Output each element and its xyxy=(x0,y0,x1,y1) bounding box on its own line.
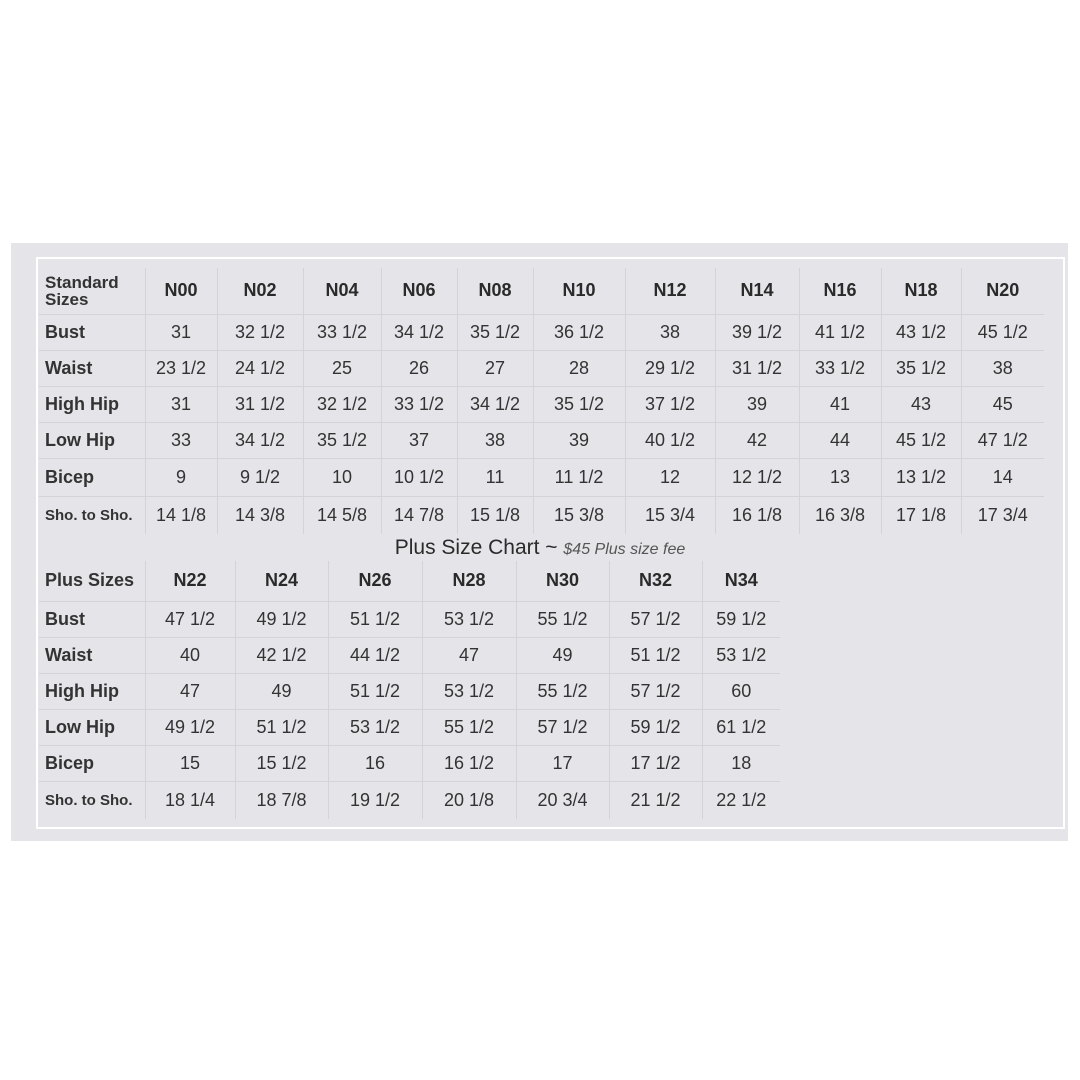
table-cell: 39 xyxy=(533,422,625,458)
table-cell: 15 1/2 xyxy=(235,745,328,781)
size-header-n22: N22 xyxy=(145,561,235,601)
table-cell: 43 xyxy=(881,386,961,422)
table-cell: 38 xyxy=(457,422,533,458)
table-cell: 43 1/2 xyxy=(881,314,961,350)
table-cell: 53 1/2 xyxy=(422,673,516,709)
size-header-n14: N14 xyxy=(715,268,799,314)
size-header-n32: N32 xyxy=(609,561,702,601)
row-label: Bicep xyxy=(39,458,145,496)
table-cell: 47 1/2 xyxy=(961,422,1044,458)
table-cell: 59 1/2 xyxy=(702,601,780,637)
table-cell: 53 1/2 xyxy=(702,637,780,673)
table-cell: 33 1/2 xyxy=(381,386,457,422)
table-cell: 32 1/2 xyxy=(217,314,303,350)
row-label: Waist xyxy=(39,350,145,386)
table-cell: 60 xyxy=(702,673,780,709)
table-cell: 31 1/2 xyxy=(715,350,799,386)
table-cell: 51 1/2 xyxy=(328,601,422,637)
table-cell: 35 1/2 xyxy=(533,386,625,422)
table-row xyxy=(39,673,780,709)
table-cell: 41 1/2 xyxy=(799,314,881,350)
row-label: Low Hip xyxy=(39,709,145,745)
table-cell: 35 1/2 xyxy=(881,350,961,386)
table-cell: 47 xyxy=(145,673,235,709)
table-cell: 16 1/2 xyxy=(422,745,516,781)
table-cell: 18 7/8 xyxy=(235,781,328,819)
table-row xyxy=(39,601,780,637)
corner-label xyxy=(39,268,145,314)
row-label: Sho. to Sho. xyxy=(39,496,145,534)
table-cell: 32 1/2 xyxy=(303,386,381,422)
size-header-n20: N20 xyxy=(961,268,1044,314)
table-row xyxy=(39,386,1044,422)
table-row xyxy=(39,458,1044,496)
table-cell: 34 1/2 xyxy=(217,422,303,458)
table-cell: 38 xyxy=(625,314,715,350)
table-cell: 14 1/8 xyxy=(145,496,217,534)
row-label: Waist xyxy=(39,637,145,673)
standard-size-table xyxy=(39,268,1044,534)
table-cell: 17 xyxy=(516,745,609,781)
table-cell: 51 1/2 xyxy=(328,673,422,709)
size-header-n10: N10 xyxy=(533,268,625,314)
plus-size-fee: $45 Plus size fee xyxy=(563,541,686,558)
table-cell: 14 xyxy=(961,458,1044,496)
table-cell: 44 1/2 xyxy=(328,637,422,673)
table-cell: 51 1/2 xyxy=(609,637,702,673)
table-cell: 57 1/2 xyxy=(609,601,702,637)
table-cell: 35 1/2 xyxy=(303,422,381,458)
table-cell: 42 1/2 xyxy=(235,637,328,673)
table-header-row xyxy=(39,561,780,601)
size-header-n00: N00 xyxy=(145,268,217,314)
table-cell: 49 1/2 xyxy=(235,601,328,637)
table-cell: 9 1/2 xyxy=(217,458,303,496)
table-cell: 34 1/2 xyxy=(457,386,533,422)
table-cell: 26 xyxy=(381,350,457,386)
table-cell: 10 1/2 xyxy=(381,458,457,496)
plus-size-heading xyxy=(0,536,1080,560)
table-cell: 15 1/8 xyxy=(457,496,533,534)
table-cell: 21 1/2 xyxy=(609,781,702,819)
table-cell: 55 1/2 xyxy=(516,601,609,637)
table-cell: 31 xyxy=(145,314,217,350)
table-cell: 24 1/2 xyxy=(217,350,303,386)
table-cell: 14 7/8 xyxy=(381,496,457,534)
table-cell: 29 1/2 xyxy=(625,350,715,386)
row-label: Bust xyxy=(39,314,145,350)
table-cell: 55 1/2 xyxy=(516,673,609,709)
table-cell: 57 1/2 xyxy=(609,673,702,709)
row-label: Bust xyxy=(39,601,145,637)
size-header-n18: N18 xyxy=(881,268,961,314)
size-header-n06: N06 xyxy=(381,268,457,314)
size-header-n08: N08 xyxy=(457,268,533,314)
table-cell: 14 5/8 xyxy=(303,496,381,534)
table-cell: 61 1/2 xyxy=(702,709,780,745)
table-cell: 9 xyxy=(145,458,217,496)
table-cell: 35 1/2 xyxy=(457,314,533,350)
table-cell: 40 1/2 xyxy=(625,422,715,458)
table-cell: 23 1/2 xyxy=(145,350,217,386)
table-cell: 13 1/2 xyxy=(881,458,961,496)
table-cell: 14 3/8 xyxy=(217,496,303,534)
table-cell: 31 1/2 xyxy=(217,386,303,422)
table-cell: 53 1/2 xyxy=(328,709,422,745)
table-cell: 13 xyxy=(799,458,881,496)
size-header-n26: N26 xyxy=(328,561,422,601)
corner-label: Plus Sizes xyxy=(39,561,145,601)
plus-size-table xyxy=(39,561,780,819)
table-cell: 18 xyxy=(702,745,780,781)
table-cell: 49 xyxy=(235,673,328,709)
row-label: High Hip xyxy=(39,386,145,422)
table-row xyxy=(39,314,1044,350)
table-cell: 45 1/2 xyxy=(881,422,961,458)
table-cell: 11 xyxy=(457,458,533,496)
table-cell: 17 1/8 xyxy=(881,496,961,534)
size-header-n02: N02 xyxy=(217,268,303,314)
size-header-n04: N04 xyxy=(303,268,381,314)
table-cell: 42 xyxy=(715,422,799,458)
table-cell: 15 xyxy=(145,745,235,781)
table-cell: 22 1/2 xyxy=(716,789,767,810)
plus-size-title: Plus Size Chart xyxy=(394,536,540,559)
table-cell: 25 xyxy=(303,350,381,386)
table-cell: 45 xyxy=(961,386,1044,422)
table-cell: 16 xyxy=(328,745,422,781)
table-cell: 16 3/8 xyxy=(799,496,881,534)
table-cell: 31 xyxy=(145,386,217,422)
size-header-n24: N24 xyxy=(235,561,328,601)
row-label: Low Hip xyxy=(39,422,145,458)
table-cell: 37 xyxy=(381,422,457,458)
table-cell: 59 1/2 xyxy=(609,709,702,745)
table-row xyxy=(39,350,1044,386)
table-cell: 55 1/2 xyxy=(422,709,516,745)
table-cell: 20 3/4 xyxy=(516,781,609,819)
table-cell: 12 1/2 xyxy=(715,458,799,496)
table-cell: 33 xyxy=(145,422,217,458)
table-row xyxy=(39,422,1044,458)
size-header-n12: N12 xyxy=(625,268,715,314)
table-cell: 41 xyxy=(799,386,881,422)
table-cell: 12 xyxy=(625,458,715,496)
table-cell: 38 xyxy=(961,350,1044,386)
row-label: Bicep xyxy=(39,745,145,781)
table-cell: 47 xyxy=(422,637,516,673)
table-row xyxy=(39,745,780,781)
table-cell: 15 3/8 xyxy=(533,496,625,534)
table-cell: 39 1/2 xyxy=(715,314,799,350)
table-row xyxy=(39,637,780,673)
table-cell: 33 1/2 xyxy=(799,350,881,386)
corner-label-line1: Standard xyxy=(45,272,119,292)
table-cell: 15 3/4 xyxy=(625,496,715,534)
table-header-row xyxy=(39,268,1044,314)
row-label: High Hip xyxy=(39,673,145,709)
table-cell: 49 1/2 xyxy=(145,709,235,745)
table-cell: 17 1/2 xyxy=(609,745,702,781)
row-label: Sho. to Sho. xyxy=(39,781,145,819)
table-cell: 40 xyxy=(145,637,235,673)
table-cell: 53 1/2 xyxy=(422,601,516,637)
table-cell: 39 xyxy=(715,386,799,422)
table-cell: 33 1/2 xyxy=(303,314,381,350)
table-cell: 37 1/2 xyxy=(625,386,715,422)
size-header-n30: N30 xyxy=(516,561,609,601)
table-cell: 19 1/2 xyxy=(328,781,422,819)
table-cell: 18 1/4 xyxy=(145,781,235,819)
table-cell: 51 1/2 xyxy=(235,709,328,745)
table-cell: 57 1/2 xyxy=(516,709,609,745)
table-cell: 44 xyxy=(799,422,881,458)
table-cell: 45 1/2 xyxy=(961,314,1044,350)
corner-label-line2: Sizes xyxy=(45,289,89,309)
size-header-n16: N16 xyxy=(799,268,881,314)
table-cell: 17 3/4 xyxy=(977,504,1028,525)
table-cell: 28 xyxy=(533,350,625,386)
table-cell: 11 1/2 xyxy=(533,458,625,496)
plus-size-separator: ~ xyxy=(539,536,564,559)
table-cell: 36 1/2 xyxy=(533,314,625,350)
table-cell: 49 xyxy=(516,637,609,673)
table-cell: 20 1/8 xyxy=(422,781,516,819)
size-header-n28: N28 xyxy=(422,561,516,601)
table-row xyxy=(39,496,1044,534)
table-cell: 16 1/8 xyxy=(715,496,799,534)
table-cell: 27 xyxy=(457,350,533,386)
size-header-n34: N34 xyxy=(702,561,780,601)
table-cell: 47 1/2 xyxy=(145,601,235,637)
table-cell: 10 xyxy=(303,458,381,496)
table-row xyxy=(39,709,780,745)
table-row xyxy=(39,781,780,819)
table-cell: 34 1/2 xyxy=(381,314,457,350)
